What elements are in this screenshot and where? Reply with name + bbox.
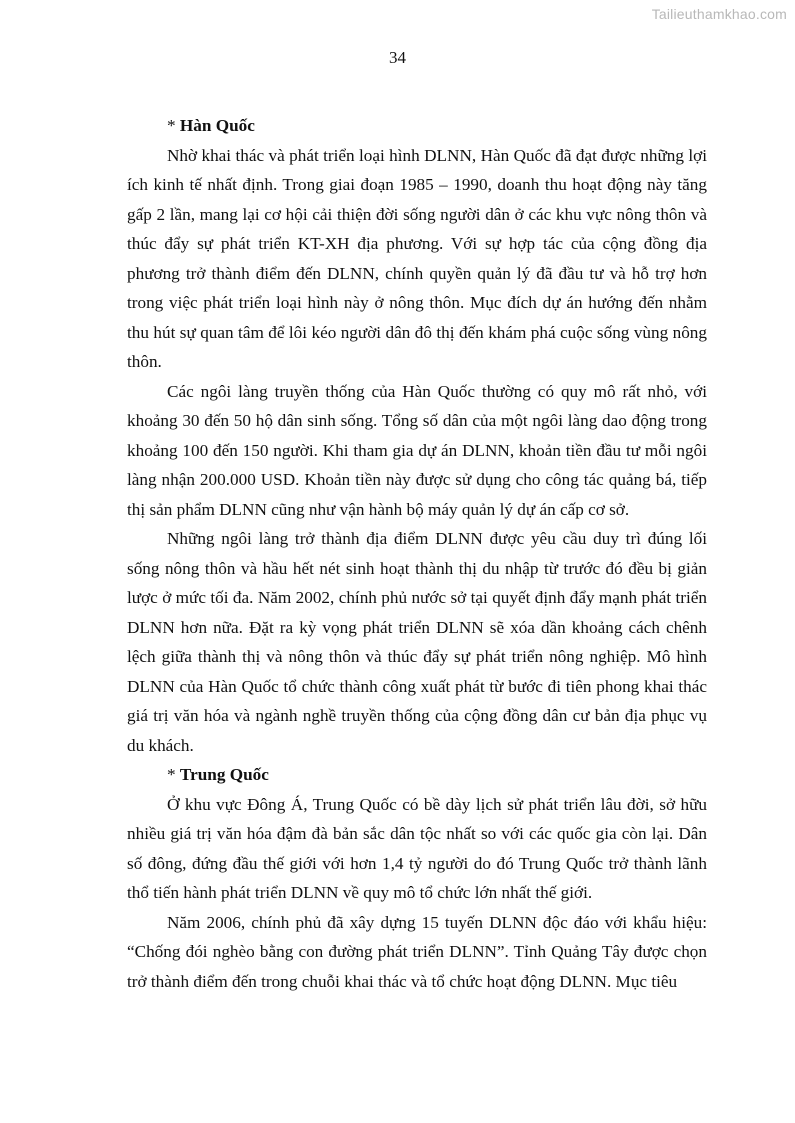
section-heading-trung-quoc <box>127 760 707 790</box>
section-heading-han-quoc <box>127 111 707 141</box>
paragraph: Các ngôi làng truyền thống của Hàn Quốc thường có quy mô rất nhỏ, với khoảng 30 đến 50 hộ dân sinh sống. Tổng số dân của một ngôi làng dao động trong khoảng 100 đến 150 người. Khi tham gia dự án DLNN, khoản tiền đầu tư mỗi ngôi làng nhận 200.000 USD. Khoản tiền này được sử dụng cho công tác quảng bá, tiếp thị sản phẩm DLNN cũng như vận hành bộ máy quản lý dự án cấp cơ sở. <box>127 381 707 519</box>
paragraph: Nhờ khai thác và phát triển loại hình DLNN, Hàn Quốc đã đạt được những lợi ích kinh tế nhất định. Trong giai đoạn 1985 – 1990, doanh thu hoạt động này tăng gấp 2 lần, mang lại cơ hội cải thiện đời sống người dân ở các khu vực nông thôn và thúc đẩy sự phát triển KT-XH địa phương. Với sự hợp tác của cộng đồng địa phương trở thành điểm đến DLNN, chính quyền quản lý đã đầu tư và hỗ trợ hơn trong việc phát triển loại hình này ở nông thôn. Mục đích dự án hướng đến nhằm thu hút sự quan tâm để lôi kéo người dân đô thị đến khám phá cuộc sống vùng nông thôn. <box>127 145 707 371</box>
paragraph: Ở khu vực Đông Á, Trung Quốc có bề dày lịch sử phát triển lâu đời, sở hữu nhiều giá trị văn hóa đậm đà bản sắc dân tộc nhất so với các quốc gia còn lại. Dân số đông, đứng đầu thế giới với hơn 1,4 tỷ người do đó Trung Quốc trở thành lãnh thổ tiến hành phát triển DLNN về quy mô tổ chức lớn nhất thế giới. <box>127 794 707 902</box>
paragraph: Những ngôi làng trở thành địa điểm DLNN được yêu cầu duy trì đúng lối sống nông thôn và hầu hết nét sinh hoạt thành thị du nhập từ trước đó đều bị giản lược ở mức tối đa. Năm 2002, chính phủ nước sở tại quyết định đẩy mạnh phát triển DLNN hơn nữa. Đặt ra kỳ vọng phát triển DLNN sẽ xóa dần khoảng cách chênh lệch giữa thành thị và nông thôn và thúc đẩy sự phát triển nông nghiệp. Mô hình DLNN của Hàn Quốc tổ chức thành công xuất phát từ bước đi tiên phong khai thác giá trị văn hóa và ngành nghề truyền thống của cộng đồng dân cư bản địa phục vụ du khách. <box>127 529 707 755</box>
heading-title: Hàn Quốc <box>179 116 255 135</box>
heading-marker: * <box>167 765 180 784</box>
watermark: Tailieuthamkhao.com <box>651 6 787 22</box>
heading-title: Trung Quốc <box>179 765 269 784</box>
heading-marker: * <box>167 116 180 135</box>
document-body <box>127 111 707 996</box>
page-number: 34 <box>389 48 406 67</box>
paragraph: Năm 2006, chính phủ đã xây dựng 15 tuyến DLNN độc đáo với khẩu hiệu: “Chống đói nghèo bằng con đường phát triển DLNN”. Tỉnh Quảng Tây được chọn trở thành điểm đến trong chuỗi khai thác và tổ chức hoạt động DLNN. Mục tiêu <box>127 912 707 991</box>
